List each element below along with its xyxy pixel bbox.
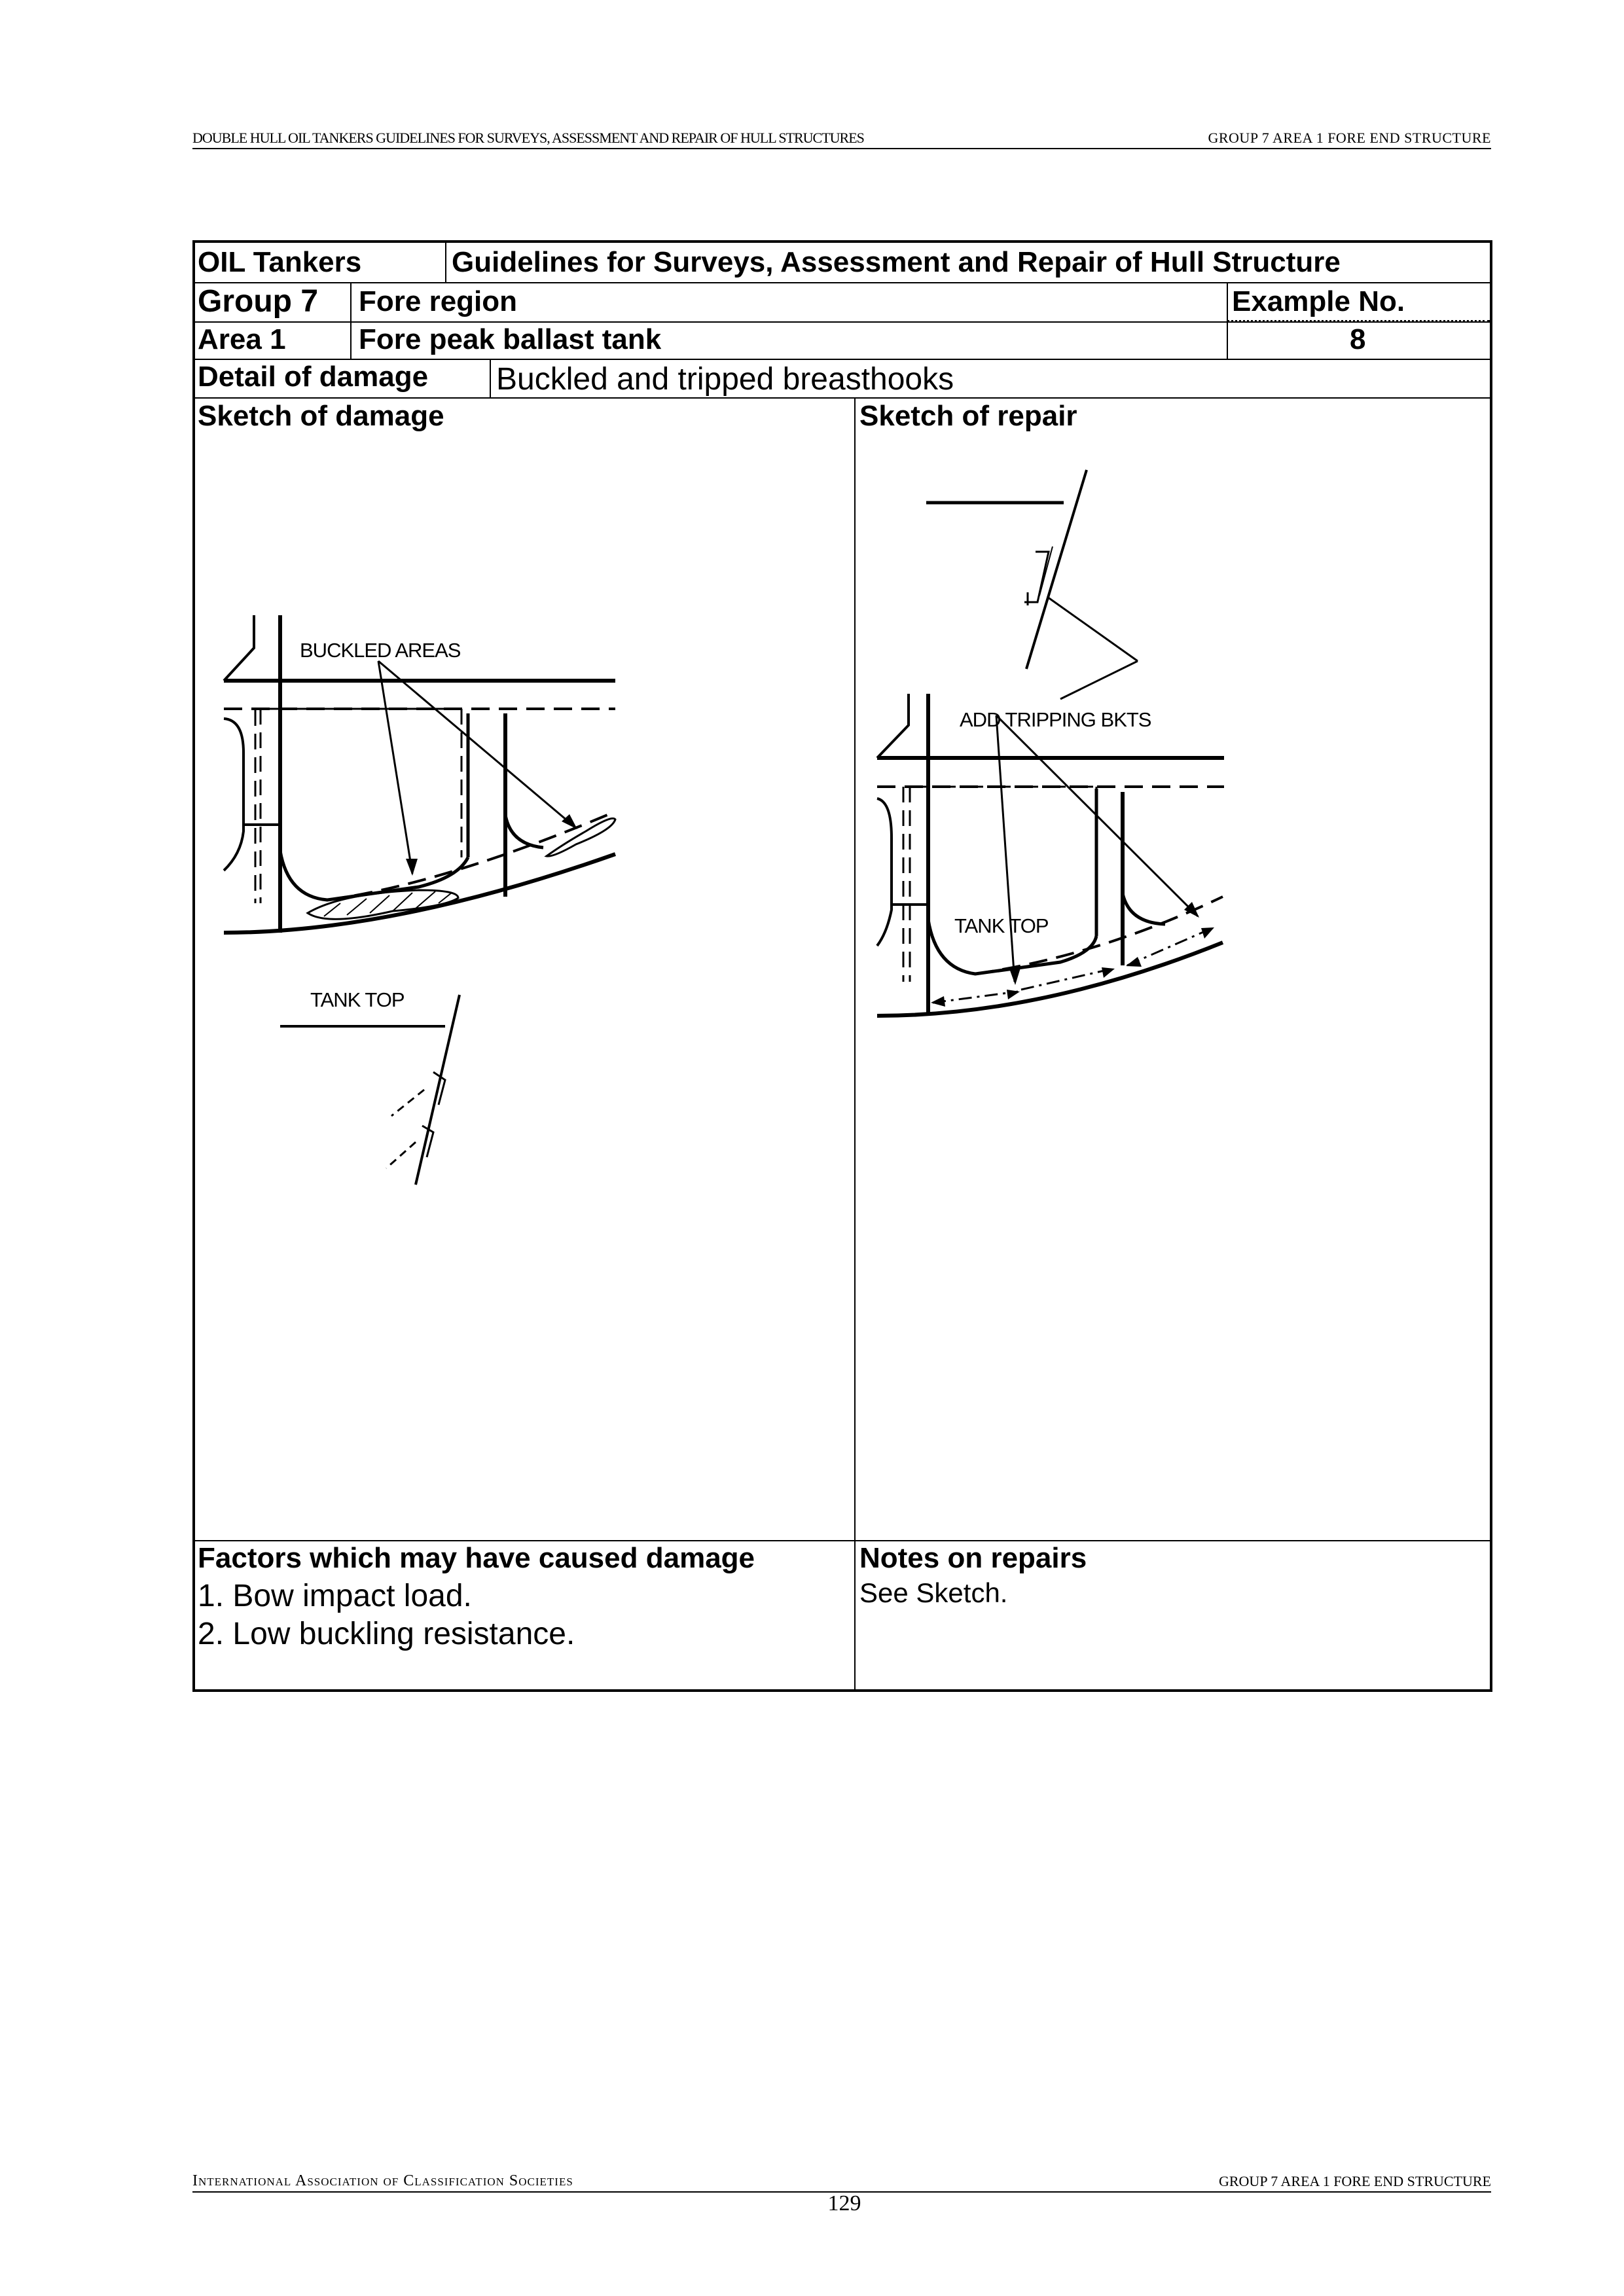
factor-item: 1. Bow impact load. [198,1579,472,1613]
footer-left-text: International Association of Classification Societies [192,2172,573,2189]
buckled-areas-label: BUCKLED AREAS [300,639,461,662]
header-right-text: GROUP 7 AREA 1 FORE END STRUCTURE [1208,130,1491,146]
header-left-text: DOUBLE HULL OIL TANKERS GUIDELINES FOR SURVEYS, ASSESSMENT AND REPAIR OF HULL STRUCTURES [192,130,864,146]
detail-label: Detail of damage [198,361,429,393]
guidelines-title: Guidelines for Surveys, Assessment and Repair of Hull Structure [452,246,1341,278]
example-no-label: Example No. [1232,285,1405,317]
running-footer [192,2172,1491,2193]
notes-label: Notes on repairs [859,1542,1087,1574]
notes-text: See Sketch. [859,1577,1008,1608]
example-no-value: 8 [1350,323,1366,355]
repair-tank-top-label: TANK TOP [954,914,1049,937]
factor-item: 2. Low buckling resistance. [198,1617,575,1651]
ship-type-label: OIL Tankers [198,246,362,278]
group-label: Group 7 [198,284,319,319]
detail-value: Buckled and tripped breasthooks [496,362,954,397]
repair-sketch [844,240,1473,1287]
running-header [192,128,1491,149]
group-value: Fore region [359,285,518,317]
add-tripping-bkts-label: ADD TRIPPING BKTS [960,708,1151,731]
area-value: Fore peak ballast tank [359,323,662,355]
area-label: Area 1 [198,323,286,355]
damage-sketch [192,240,847,1287]
page-number: 129 [827,2191,861,2215]
footer-right-text: GROUP 7 AREA 1 FORE END STRUCTURE [1218,2173,1491,2189]
sketch-damage-label: Sketch of damage [198,400,444,432]
factors-label: Factors which may have caused damage [198,1542,755,1574]
tank-top-label: TANK TOP [310,988,405,1011]
sketch-repair-label: Sketch of repair [859,400,1077,432]
